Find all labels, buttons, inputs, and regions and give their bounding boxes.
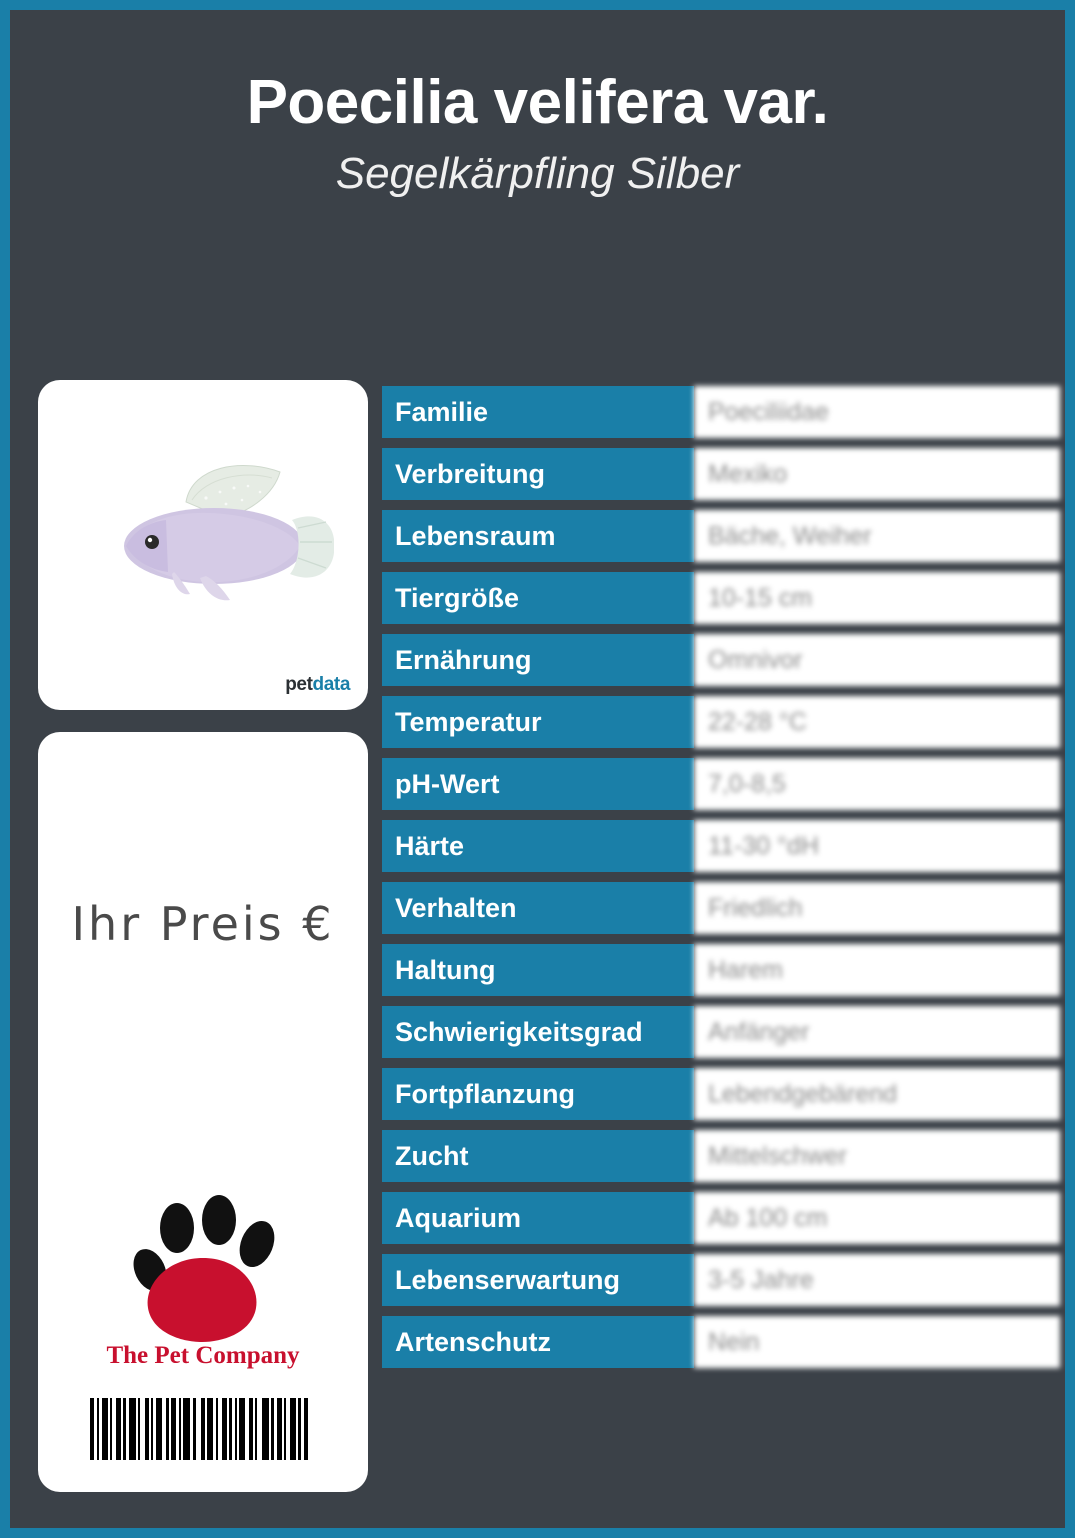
attribute-key: Lebenserwartung [382, 1254, 694, 1306]
table-row [382, 634, 1060, 686]
attribute-key: Verhalten [382, 882, 694, 934]
attribute-value: Lebendgebärend [694, 1068, 1060, 1120]
attribute-key: Aquarium [382, 1192, 694, 1244]
attribute-value: Mexiko [694, 448, 1060, 500]
table-row [382, 882, 1060, 934]
page-title: Poecilia velifera var. [246, 68, 829, 137]
table-row [382, 448, 1060, 500]
attribute-key: Zucht [382, 1130, 694, 1182]
card-header [10, 70, 1065, 199]
petdata-logo-data: data [312, 674, 350, 695]
table-row [382, 386, 1060, 438]
table-row [382, 1006, 1060, 1058]
attribute-value: 7,0-8,5 [694, 758, 1060, 810]
attribute-value: Bäche, Weiher [694, 510, 1060, 562]
attribute-key: Schwierigkeitsgrad [382, 1006, 694, 1058]
price-label: Ihr Preis € [71, 897, 335, 951]
attribute-key: Tiergröße [382, 572, 694, 624]
petdata-logo-pet: pet [285, 674, 313, 695]
attribute-value: Omnivor [694, 634, 1060, 686]
price-panel [38, 732, 368, 1492]
left-column [38, 380, 368, 1492]
attribute-key: Lebensraum [382, 510, 694, 562]
attribute-key: Verbreitung [382, 448, 694, 500]
barcode [90, 1398, 366, 1460]
attribute-key: Härte [382, 820, 694, 872]
attribute-key: Familie [382, 386, 694, 438]
attribute-value: Harem [694, 944, 1060, 996]
attribute-value: Poeciliidae [694, 386, 1060, 438]
attribute-key: Temperatur [382, 696, 694, 748]
fish-image [74, 442, 334, 622]
company-name: The Pet Company [106, 1342, 300, 1369]
table-row [382, 944, 1060, 996]
attribute-value: Mittelschwer [694, 1130, 1060, 1182]
attribute-key: Haltung [382, 944, 694, 996]
page-subtitle: Segelkärpfling Silber [335, 149, 740, 199]
table-row [382, 758, 1060, 810]
attribute-key: Fortpflanzung [382, 1068, 694, 1120]
table-row [382, 1130, 1060, 1182]
attribute-value: 22-28 °C [694, 696, 1060, 748]
attribute-value: 11-30 °dH [694, 820, 1060, 872]
attributes-table [382, 386, 1060, 1378]
table-row [382, 1316, 1060, 1368]
attribute-value: 3-5 Jahre [694, 1254, 1060, 1306]
table-row [382, 572, 1060, 624]
table-row [382, 1254, 1060, 1306]
table-row [382, 510, 1060, 562]
attribute-key: pH-Wert [382, 758, 694, 810]
paw-print-icon [38, 1192, 368, 1352]
attribute-key: Artenschutz [382, 1316, 694, 1368]
table-row [382, 1068, 1060, 1120]
attribute-value: 10-15 cm [694, 572, 1060, 624]
attribute-value: Ab 100 cm [694, 1192, 1060, 1244]
petdata-logo [285, 674, 350, 696]
table-row [382, 696, 1060, 748]
attribute-value: Nein [694, 1316, 1060, 1368]
attribute-value: Friedlich [694, 882, 1060, 934]
table-row [382, 1192, 1060, 1244]
table-row [382, 820, 1060, 872]
attribute-value: Anfänger [694, 1006, 1060, 1058]
species-photo-panel [38, 380, 368, 710]
attribute-key: Ernährung [382, 634, 694, 686]
